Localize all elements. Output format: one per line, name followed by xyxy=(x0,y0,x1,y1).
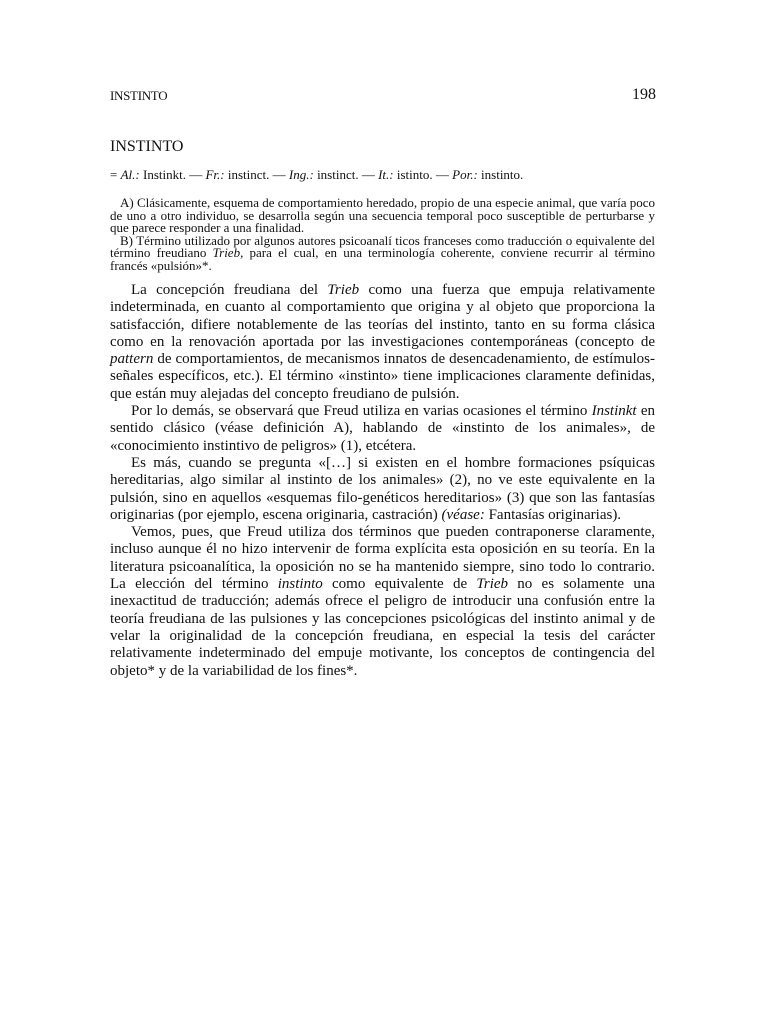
commentary xyxy=(110,282,655,680)
paragraph-4 xyxy=(110,524,655,680)
italic-run: Instinkt xyxy=(591,403,637,420)
paragraph-2 xyxy=(110,403,655,455)
equiv-word-pt: instinto. xyxy=(477,167,524,182)
equiv-sep: — xyxy=(432,167,453,182)
equiv-lang-pt: Por.: xyxy=(452,167,478,182)
definition-a: A) Clásicamente, esquema de comportamiento heredado, propio de una especie animal, que varía poco de uno a otro individuo, se desarrolla según una secuencia temporal poco susceptible de perturbarse y que parece responder a una finalidad. xyxy=(110,195,655,235)
italic-run: Trieb xyxy=(327,282,360,298)
italic-run: Trieb xyxy=(476,576,509,593)
running-head: INSTINTO xyxy=(110,88,168,103)
text-run: Vemos, pues, que Freud utiliza dos términos que pueden contraponerse claramente, incluso aunque él no hizo intervenir de forma explícita esta oposición en su teoría. En la literatura psicoanalítica, la oposición no se ha mantenido siempre, sino todo lo contrario. La elección del término xyxy=(110,524,655,593)
equiv-lang-fr: Fr.: xyxy=(205,167,225,182)
definition-b xyxy=(110,232,655,273)
equiv-word-de: Instinkt. xyxy=(139,167,186,182)
equiv-lang-it: It.: xyxy=(378,167,394,182)
text-run: como equivalente de xyxy=(322,576,477,593)
text-run: como una fuerza que empuja relativamente indeterminada, en cuanto al comportamiento que origina y al objeto que proporciona la satisfacción, difiere notablemente de las teorías del instinto, tanto en su forma clásica como en la renovación aportada por las investigaciones contemporáneas (concepto de xyxy=(110,282,655,350)
italic-run: pattern xyxy=(110,351,154,368)
text-run: Por lo demás, se observará que Freud utiliza en varias ocasiones el término xyxy=(131,403,592,420)
text-run: La concepción freudiana del xyxy=(131,282,328,298)
italic-run: (véase: xyxy=(441,506,485,523)
text-run: Fantasías originarias). xyxy=(484,506,622,523)
page-number: 198 xyxy=(632,86,656,103)
definition-b-text: para el cual, en una terminología coherente, conviene recurrir al término francés «pulsión»*. xyxy=(110,245,655,273)
entry-title: INSTINTO xyxy=(110,138,184,155)
equiv-word-it: istinto. xyxy=(393,167,433,182)
text-run: en sentido clásico (véase definición A), hablando de «instinto de los animales», de «conocimiento instintivo de peligros» (1), etcétera. xyxy=(110,403,655,454)
equiv-sep: — xyxy=(358,167,379,182)
equiv-lang-de: Al.: xyxy=(120,167,140,182)
italic-run: instinto xyxy=(277,576,323,593)
definition-b-italic: Trieb, xyxy=(212,245,244,260)
equiv-word-fr: instinct. xyxy=(224,167,270,182)
paragraph-3 xyxy=(110,455,655,524)
equiv-word-en: instinct. xyxy=(313,167,359,182)
equiv-sep: = xyxy=(110,167,121,182)
equiv-sep: — xyxy=(269,167,289,182)
text-run: Es más, cuando se pregunta «[…] si existen en el hombre formaciones psíquicas hereditarias, algo similar al instinto de los animales» (2), no ve este equivalente en la pulsión, sino en aquellos «esquemas filo-genéticos hereditarios» (3) que son las fantasías originarias (por ejemplo, escena originaria, castración) xyxy=(110,454,655,523)
entry-content xyxy=(110,138,655,680)
equiv-sep: — xyxy=(185,167,206,182)
text-run: no es solamente una inexactitud de traducción; además ofrece el peligro de introducir una confusión entre la teoría freudiana de las pulsiones y las concepciones psicológicas del instinto animal y de velar la originalidad de la concepción freudiana, en especial la tesis del carácter relativamente indeterminado del empuje motivante, los conceptos de contingencia del objeto* y de la variabilidad de los fines*. xyxy=(110,576,655,679)
equiv-lang-en: Ing.: xyxy=(288,167,314,182)
definition-b-text: B) Término utilizado por algunos autores psicoanalí ticos franceses como traducción o equivalente del término freudiano xyxy=(110,232,655,260)
language-equivalents xyxy=(110,167,655,183)
text-run: de comportamientos, de mecanismos innatos de desencadenamiento, de estímulos-señales específicos, etc.). El término «instinto» tiene implicaciones claramente definidas, que están muy alejadas del concepto freudiano de pulsión. xyxy=(110,351,655,402)
paragraph-1 xyxy=(110,282,655,403)
